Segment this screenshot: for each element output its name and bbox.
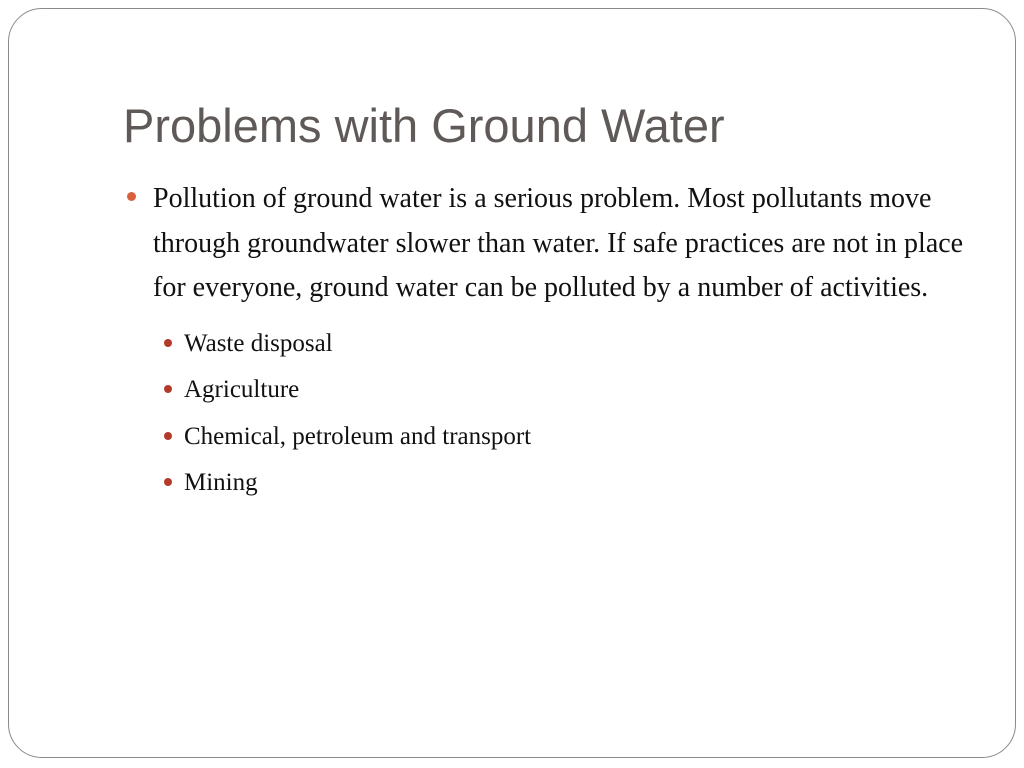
sub-bullet-text: Waste disposal — [184, 329, 333, 357]
sub-bullet-icon — [164, 432, 172, 440]
sub-bullet-text: Agriculture — [184, 376, 300, 403]
bullet-item — [125, 177, 985, 311]
sub-bullet-text: Mining — [184, 469, 258, 496]
sub-bullet-icon — [164, 339, 172, 347]
slide — [8, 8, 1016, 758]
slide-title: Problems with Ground Water — [123, 99, 725, 152]
sub-bullet-item — [125, 321, 985, 368]
sub-bullet-icon — [164, 478, 172, 486]
sub-bullet-item — [125, 414, 985, 461]
bullet-icon — [127, 192, 136, 201]
sub-bullet-item — [125, 460, 985, 507]
sub-bullet-icon — [164, 385, 172, 393]
sub-bullet-list — [125, 321, 985, 507]
slide-content — [125, 177, 985, 507]
sub-bullet-text: Chemical, petroleum and transport — [184, 422, 532, 450]
sub-bullet-item — [125, 367, 985, 414]
bullet-text: Pollution of ground water is a serious problem. Most pollutants move through groundwater slower than water. If safe practices are not in place for everyone, ground water can be polluted by a number of activities. — [153, 183, 964, 303]
